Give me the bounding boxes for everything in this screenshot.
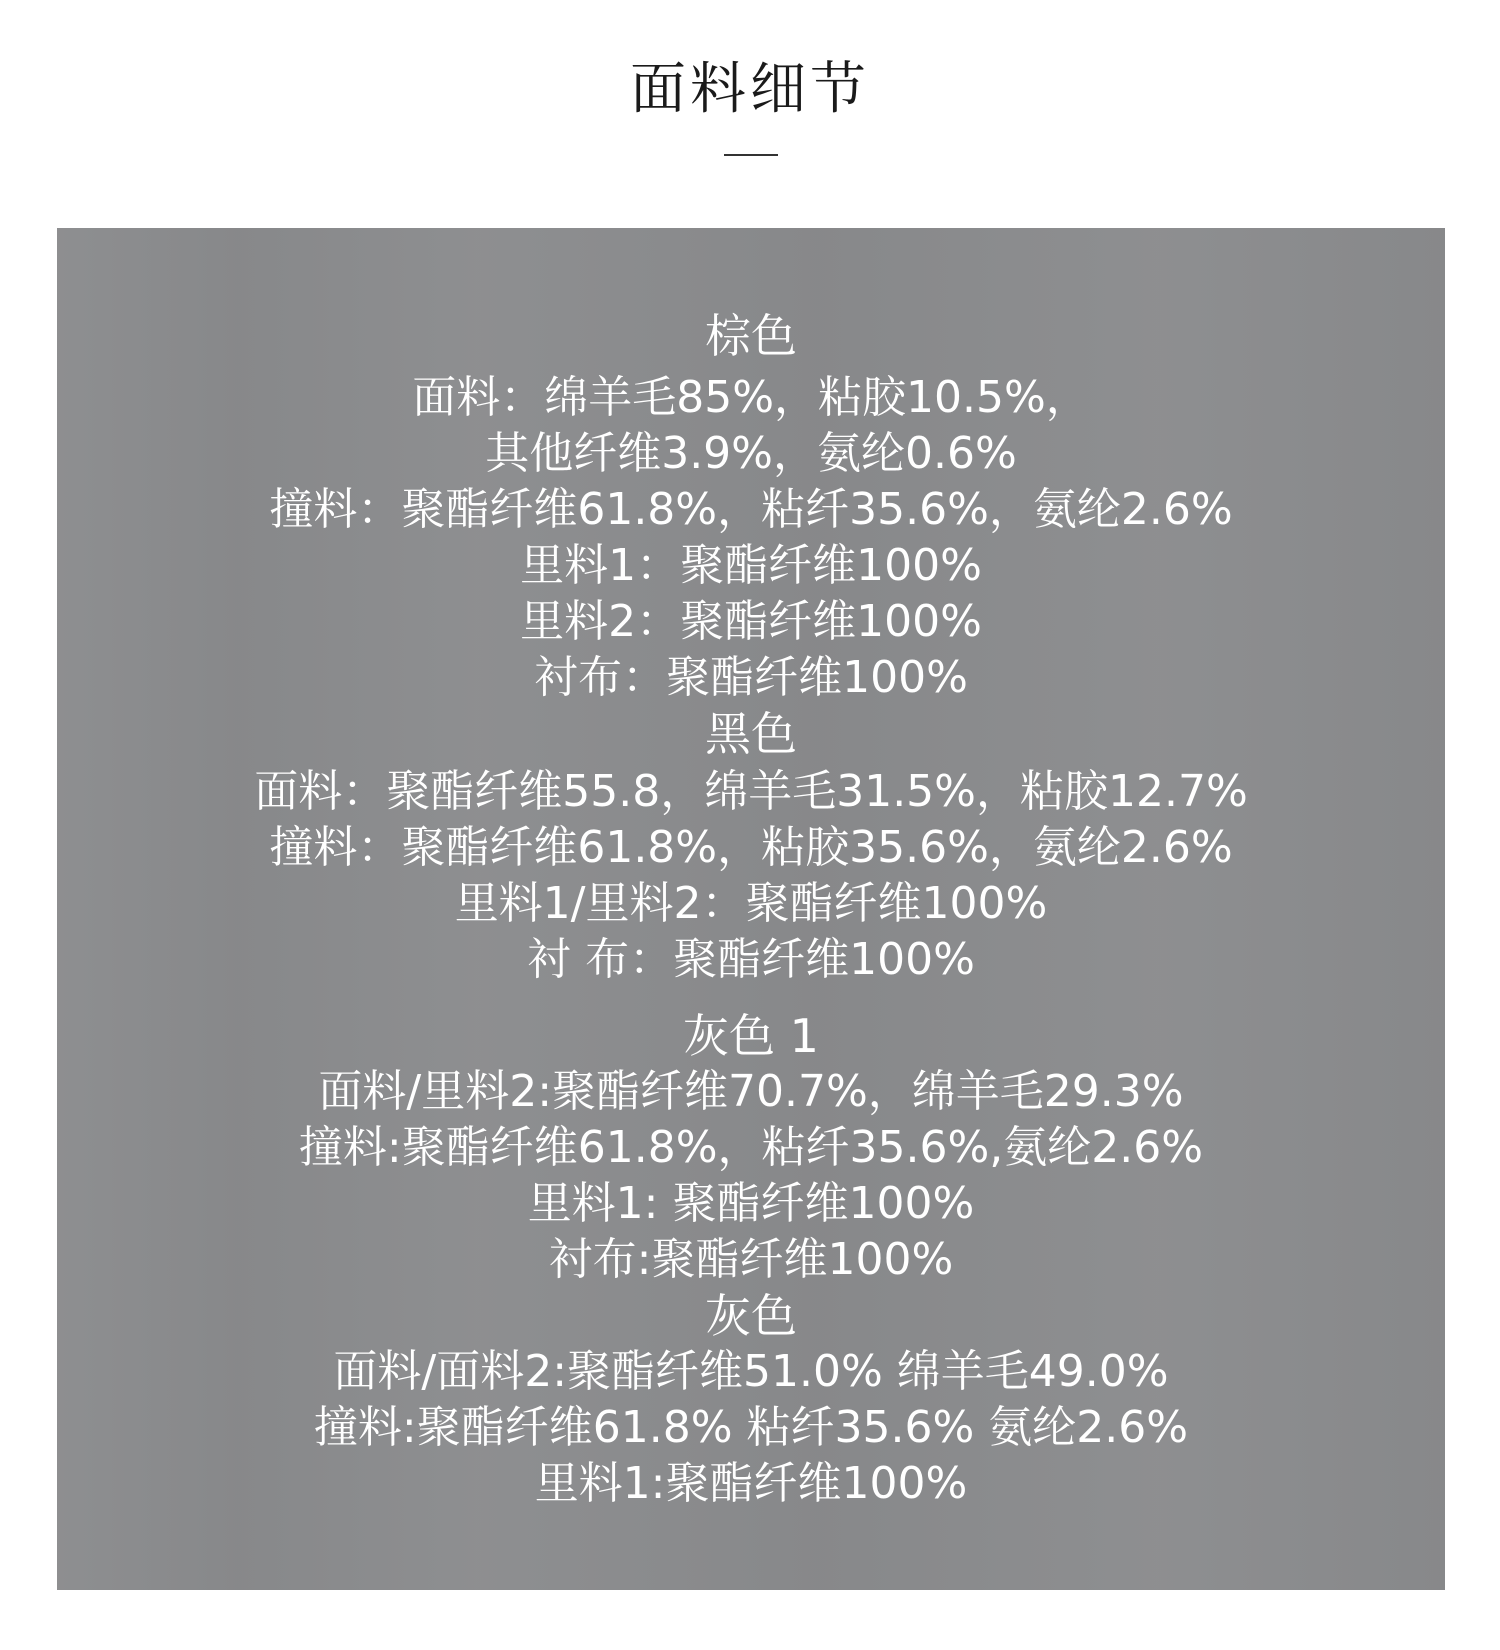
gray1-detail-line: 面料/里料2:聚酯纤维70.7%，绵羊毛29.3% <box>318 1066 1184 1117</box>
brown-detail-line: 其他纤维3.9%，氨纶0.6% <box>485 428 1017 479</box>
fabric-detail-panel <box>57 228 1445 1590</box>
black-detail-line: 衬 布：聚酯纤维100% <box>527 934 975 985</box>
brown-detail-line: 撞料：聚酯纤维61.8%，粘纤35.6%，氨纶2.6% <box>269 484 1233 535</box>
gray-detail-line: 撞料:聚酯纤维61.8% 粘纤35.6% 氨纶2.6% <box>313 1402 1189 1453</box>
gray1-detail-line: 衬布:聚酯纤维100% <box>548 1234 954 1285</box>
page-title: 面料细节 <box>630 57 870 122</box>
brown-detail-line: 里料1：聚酯纤维100% <box>520 540 982 591</box>
gray1-color-heading: 灰色 1 <box>683 1009 819 1063</box>
brown-color-heading: 棕色 <box>705 309 797 363</box>
gray-detail-line: 里料1:聚酯纤维100% <box>534 1458 968 1509</box>
title-divider <box>724 154 778 156</box>
black-detail-line: 撞料：聚酯纤维61.8%，粘胶35.6%，氨纶2.6% <box>269 822 1233 873</box>
black-color-heading: 黑色 <box>705 707 797 761</box>
black-detail-line: 面料：聚酯纤维55.8，绵羊毛31.5%，粘胶12.7% <box>254 766 1248 817</box>
gray-color-heading: 灰色 <box>705 1289 797 1343</box>
black-detail-line: 里料1/里料2：聚酯纤维100% <box>454 878 1048 929</box>
gray1-detail-line: 里料1: 聚酯纤维100% <box>527 1178 975 1229</box>
brown-detail-line: 衬布：聚酯纤维100% <box>534 652 968 703</box>
brown-detail-line: 里料2：聚酯纤维100% <box>520 596 982 647</box>
brown-detail-line: 面料：绵羊毛85%，粘胶10.5%， <box>412 372 1090 423</box>
gray-detail-line: 面料/面料2:聚酯纤维51.0% 绵羊毛49.0% <box>333 1346 1169 1397</box>
gray1-detail-line: 撞料:聚酯纤维61.8%，粘纤35.6%,氨纶2.6% <box>298 1122 1204 1173</box>
